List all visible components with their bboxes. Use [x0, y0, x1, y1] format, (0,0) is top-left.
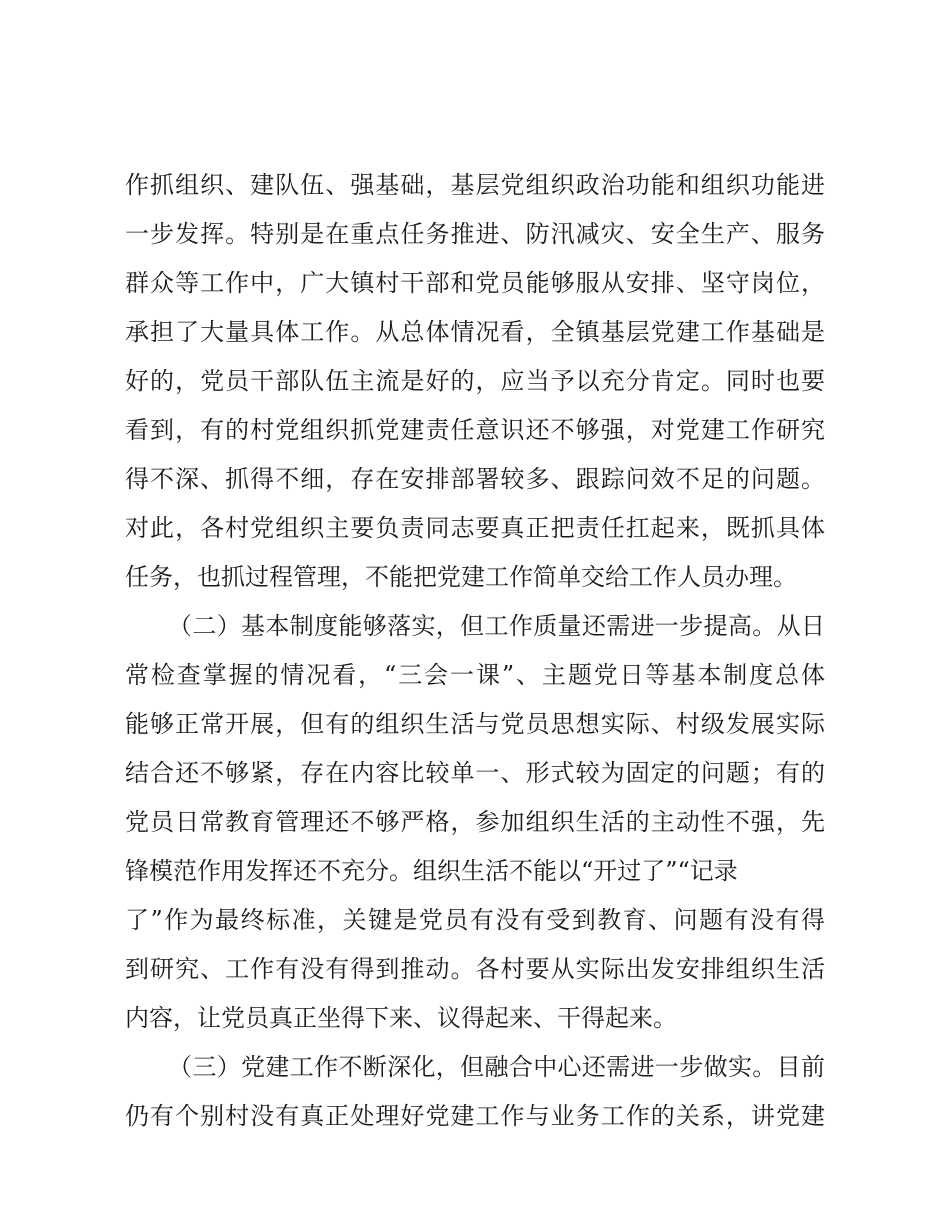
text-line: 看到，有的村党组织抓党建责任意识还不够强，对党建工作研究: [125, 416, 825, 444]
text-line: 常检查掌握的情况看，“三会一课”、主题党日等基本制度总体: [125, 661, 825, 689]
text-line: 了”作为最终标准，关键是党员有没有受到教育、问题有没有得: [125, 906, 825, 934]
text-line: 结合还不够紧，存在内容比较单一、形式较为固定的问题；有的: [125, 759, 825, 787]
text-line: 内容，让党员真正坐得下来、议得起来、干得起来。: [125, 1004, 677, 1032]
text-line: 好的，党员干部队伍主流是好的，应当予以充分肯定。同时也要: [125, 367, 825, 395]
text-line: 锋模范作用发挥还不充分。组织生活不能以“开过了”“记录: [125, 857, 738, 885]
text-line: 承担了大量具体工作。从总体情况看，全镇基层党建工作基础是: [125, 318, 825, 346]
section-heading-line: （三）党建工作不断深化，但融合中心还需进一步做实。目前: [168, 1053, 825, 1081]
text-line: 作抓组织、建队伍、强基础，基层党组织政治功能和组织功能进: [125, 171, 825, 199]
text-line: 能够正常开展，但有的组织生活与党员思想实际、村级发展实际: [125, 710, 825, 738]
text-line: 一步发挥。特别是在重点任务推进、防汛减灾、安全生产、服务: [125, 220, 825, 248]
text-line: 仍有个别村没有真正处理好党建工作与业务工作的关系，讲党建: [125, 1102, 825, 1130]
text-line: 党员日常教育管理还不够严格，参加组织生活的主动性不强，先: [125, 808, 825, 836]
text-line: 到研究、工作有没有得到推动。各村要从实际出发安排组织生活: [125, 955, 825, 983]
text-line: 群众等工作中，广大镇村干部和党员能够服从安排、坚守岗位，: [125, 269, 825, 297]
text-line: 得不深、抓得不细，存在安排部署较多、跟踪问效不足的问题。: [125, 465, 825, 493]
text-line: 任务，也抓过程管理，不能把党建工作简单交给工作人员办理。: [125, 563, 797, 591]
section-heading-line: （二）基本制度能够落实，但工作质量还需进一步提高。从日: [168, 612, 825, 640]
text-line: 对此，各村党组织主要负责同志要真正把责任扛起来，既抓具体: [125, 514, 825, 542]
